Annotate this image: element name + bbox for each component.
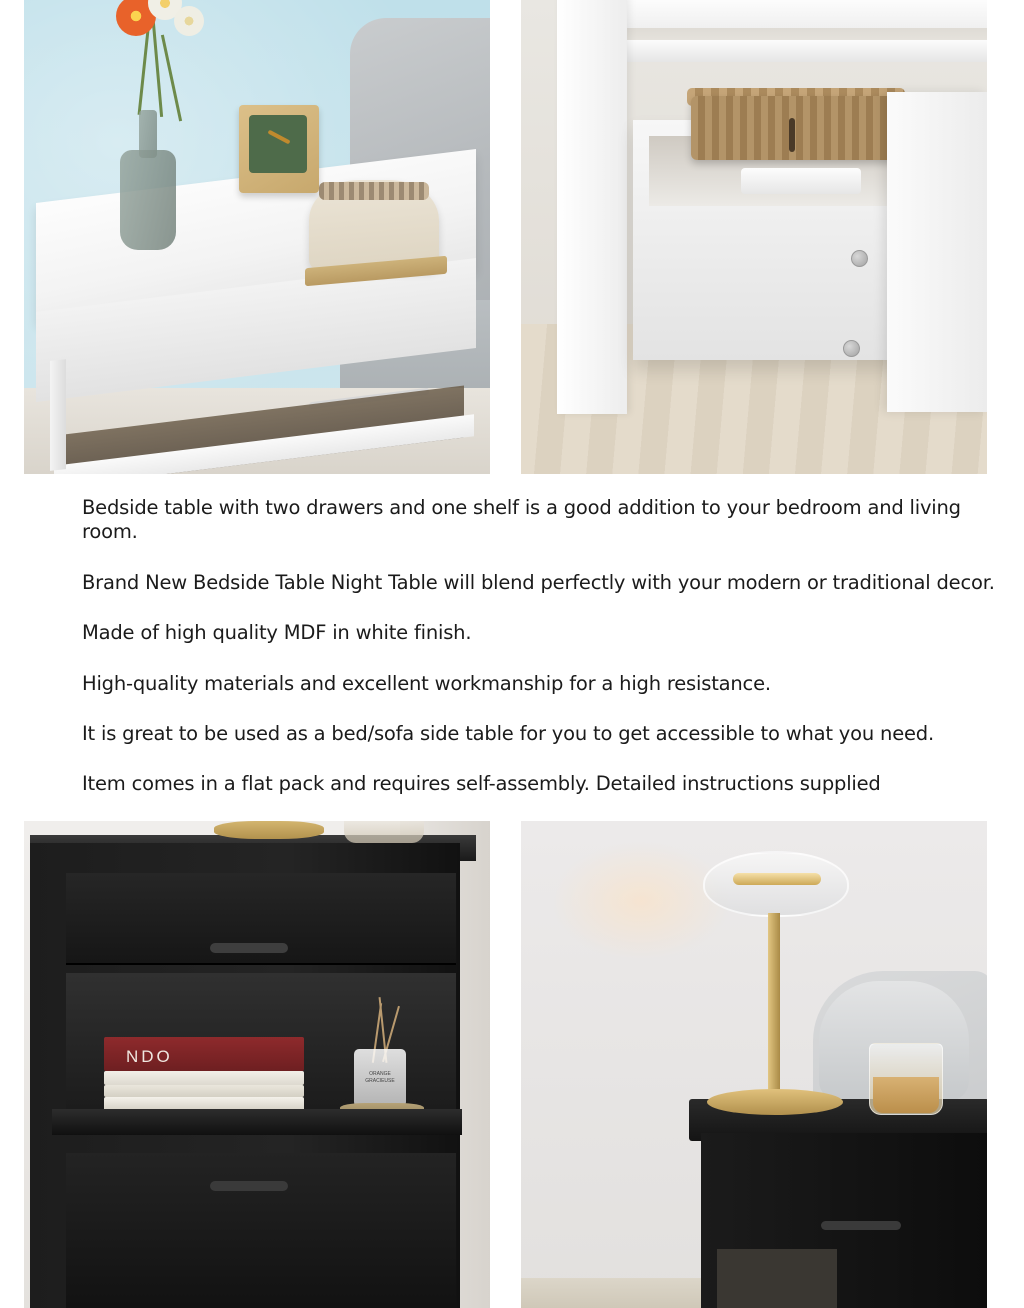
glass-vase [120,150,176,250]
lamp-base [707,1089,843,1115]
top-photo-row [0,0,1024,474]
wooden-clock [239,105,319,193]
clock-face [249,115,307,173]
bottom-photo-row [0,821,1024,1308]
drawer-front-panel [887,92,987,412]
black-nightstand-with-books-photo [24,821,490,1308]
table-leg [50,359,66,471]
lamp-light-disc [733,873,821,885]
handbag-strap [319,182,429,200]
product-description-list [0,474,1024,807]
screw-icon [843,340,860,357]
open-drawer-with-basket-photo [521,0,987,474]
white-bedside-table-with-flowers-photo [24,0,490,474]
diffuser-label: ORANGE GRACIEUSE [365,1070,395,1085]
lamp-base [214,821,324,839]
book [104,1085,304,1097]
description-bullet: It is great to be used as a bed/sofa side table for you to get accessible to what you need. [82,721,934,745]
window-glow [551,841,731,961]
drawer-handle [821,1221,901,1230]
screw-icon [851,250,868,267]
white-flower [174,6,204,36]
drinking-glass [344,821,424,843]
description-bullet: Made of high quality MDF in white finish. [82,621,472,645]
description-bullet: Bedside table with two drawers and one shelf is a good addition to your bedroom and living room. [82,496,961,544]
book-stack [104,1037,304,1113]
woven-basket [691,96,901,160]
lamp-stem [768,913,780,1105]
bottom-drawer-handle [210,1181,288,1191]
basket-handle [789,118,795,152]
description-bullet: Brand New Bedside Table Night Table will blend perfectly with your modern or traditional decor. [82,570,995,594]
shelf-board [52,1109,462,1135]
side-table-open-shelf [717,1249,837,1308]
book-title: NDO [126,1046,173,1066]
black-side-table-with-gold-lamp-photo [521,821,987,1308]
book [104,1071,304,1085]
description-bullet: Item comes in a flat pack and requires self-assembly. Detailed instructions supplied [82,772,881,796]
cabinet-side-panel [557,0,627,414]
tumbler-liquid [873,1077,939,1113]
top-drawer-handle [210,943,288,953]
drawer-liner [741,168,861,194]
description-bullet: High-quality materials and excellent workmanship for a high resistance. [82,671,771,695]
bottom-drawer [66,1153,456,1308]
